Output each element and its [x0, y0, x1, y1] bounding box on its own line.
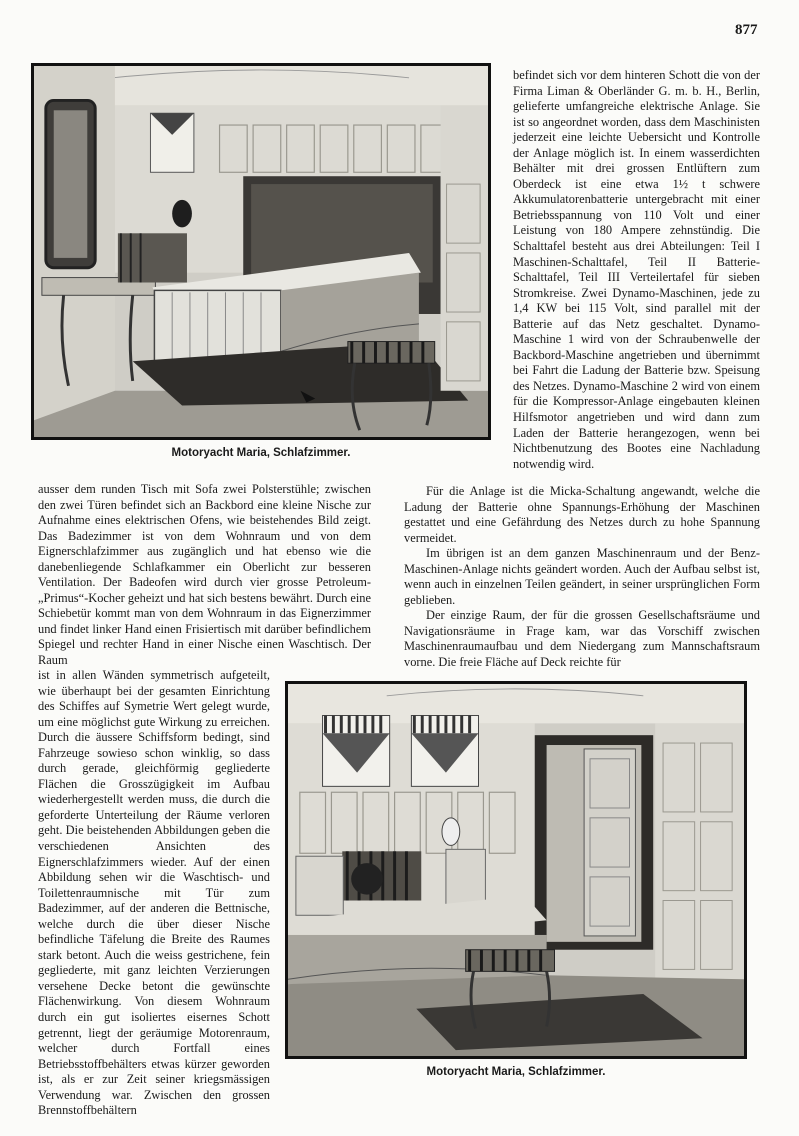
- left-column-narrow: [38, 668, 270, 1119]
- left-column-wide: [38, 482, 371, 669]
- photo-bedroom-1: [31, 63, 491, 440]
- paragraph-symmetrie: ist in allen Wänden symmetrisch aufgeteilt, wie überhaupt bei der gesamten Einrichtung des Schiffes auf Symetrie Wert gelegt wurde, um eine möglichst gute Wirkung zu erreichen. Durch die äussere Schiffsform bedingt, sind Fahrzeuge sowieso schon winklig, so dass durch gerade, gleichförmig gegliederte Flächen die Grosszügigkeit im Aufbau wiederhergestellt werden muss, die durch die geforderte Unterteilung der Räume verloren geht. Die beistehenden Abbildungen geben die verschiedenen Ansichten des Eignerschlafzimmers wieder. Auf der einen Abbildung sehen wir die Waschtisch- und Toilettenraumnische mit Tür zum Badezimmer, auf der anderen die Bettnische, welche durch die über dieser Nische befindliche Täfelung die Breite des Raumes stark betont. Auch die weiss gestrichene, fein gegliederte, mit ganz leichten Verzierungen versehene Decke betont die gewünschte Flächenwirkung. Von diesem Wohnraum durch ein gut isoliertes eisernes Schott getrennt, liegt der geräumige Motorenraum, welcher durch Fortfall eines Betriebsstoffbehälters etwas kürzer geworden ist, als er zur Zeit seiner kriegsmässigen Verwendung war. Zwischen den grossen Brennstoffbehältern: [38, 668, 270, 1118]
- right-column-lower: [404, 484, 760, 671]
- photo-bedroom-2: [285, 681, 747, 1059]
- page-number: 877: [735, 22, 758, 38]
- right-column-upper: [513, 68, 760, 472]
- figure-caption-1: Motoryacht Maria, Schlafzimmer.: [171, 447, 351, 459]
- paragraph-electrical-plant: befindet sich vor dem hinteren Schott die von der Firma Liman & Oberländer G. m. b. H., Berlin, gelieferte umfangreiche elektrische Anlage. Sie ist so angeordnet worden, dass dem Maschinisten jederzeit eine leichte Uebersicht und Kontrolle der Anlage möglich ist. In einem wasserdichten Behälter mit drei grossen Entlüftern zum Oberdeck ist eine etwa 1½ t schwere Akkumulatorenbatterie untergebracht mit einer Betriebsspannung von 110 Volt und einer Leistung von 180 Ampere zehnstündig. Die Schalttafel besteht aus drei Abteilungen: Teil I Maschinen-Schalttafel, Teil II Batterie-Schalttafel, Teil III Verteilertafel für sieben Stromkreise. Zwei Dynamo-Maschinen, jede zu 1,4 KW bei 115 Volt, sind parallel mit der Batterie auf das Netz geschaltet. Dynamo-Maschine 1 wird von der Schraubenwelle der Backbord-Maschine angetrieben und übernimmt bei Fahrt die Ladung der Batterie bzw. Speisung des Netzes. Dynamo-Maschine 2 wird von einem für die Kompressor-Anlage eingebauten kleinen Hilfsmotor angetrieben und wird dann zum Laden der Batterie herangezogen, wenn bei Nichtbenutzung des Bootes eine Nachladung notwendig wird.: [513, 68, 760, 471]
- paragraph-vorschiff: Der einzige Raum, der für die grossen Gesellschaftsräume und Navigationsräume in Frage kam, war das Vorschiff zwischen Maschinenraumaufbau und dem Niedergang zum Mannschaftsraum vorne. Die freie Fläche auf Deck reichte für: [404, 608, 760, 670]
- paragraph-micka: Für die Anlage ist die Micka-Schaltung angewandt, welche die Ladung der Batterie ohne Spannungs-Erhöhung der Maschinen gestattet und eine Gefährdung des Netzes durch zu hohe Spannung vermeidet.: [404, 484, 760, 545]
- paragraph-benz: Im übrigen ist an dem ganzen Maschinenraum und der Benz-Maschinen-Anlage nichts geändert worden. Auch der Aufbau selbst ist, wenn auch in einzelnen Teilen geändert, in seiner ursprünglichen Form geblieben.: [404, 546, 760, 607]
- paragraph-wohnraum: ausser dem runden Tisch mit Sofa zwei Polsterstühle; zwischen den zwei Türen befindet sich an Backbord eine kleine Nische zur Aufnahme eines elektrischen Ofens, wie beistehendes Bild zeigt. Das Badezimmer ist von dem Wohnraum und von dem Eignerschlafzimmer aus zugänglich und hat ebenso wie die danebenliegende Schlafkammer ein Oberlicht zur besseren Ventilation. Der Badeofen wird durch vier grosse Petroleum-„Primus“-Kocher geheizt und hat sich bestens bewährt. Durch eine Schiebetür kommt man von dem Wohnraum in das Eignerzimmer und findet linker Hand einen Frisiertisch mit darüber befindlichem Spiegel und rechter Hand in einer Nische einen Waschtisch. Der Raum: [38, 482, 371, 668]
- figure-caption-2: Motoryacht Maria, Schlafzimmer.: [426, 1066, 606, 1078]
